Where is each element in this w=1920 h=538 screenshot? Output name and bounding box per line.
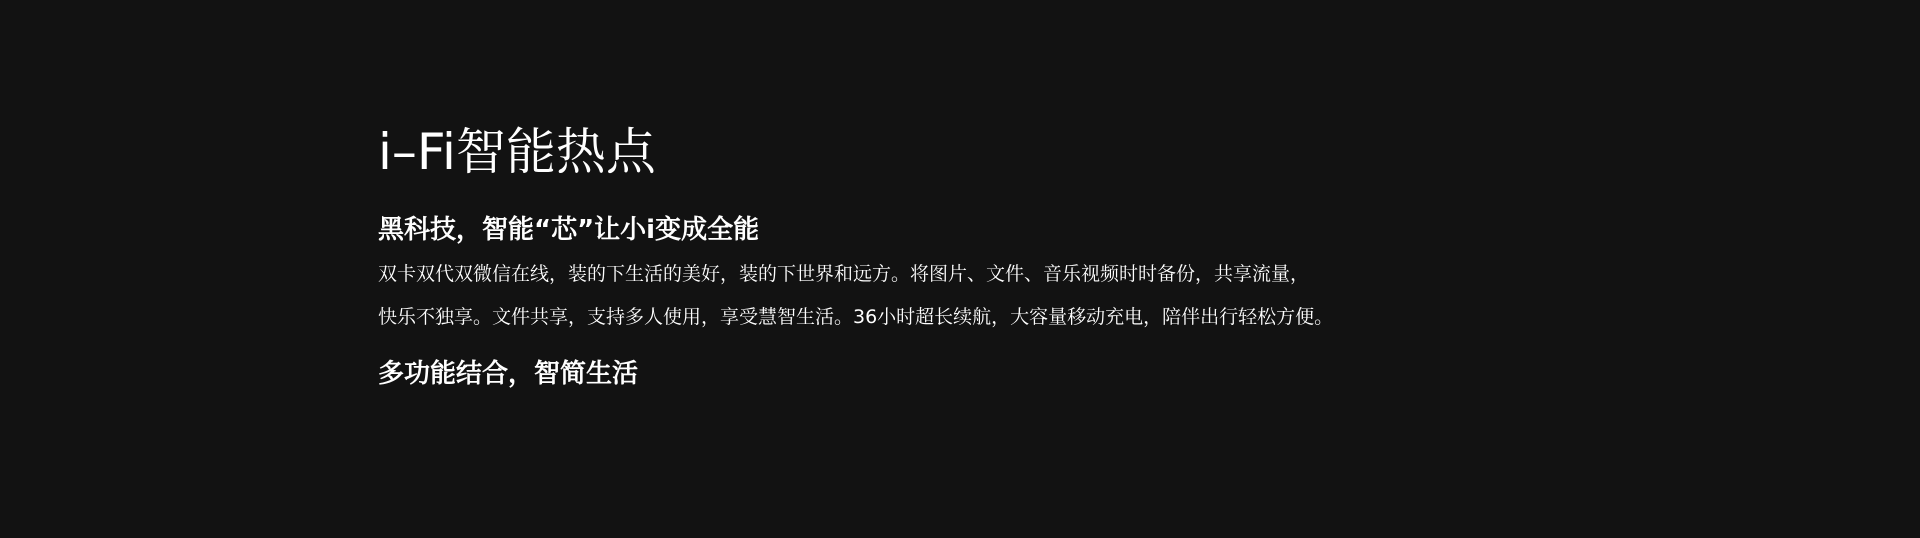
feature-tagline: 多功能结合，智简生活	[378, 359, 639, 389]
page-title: i–Fi智能热点	[378, 122, 656, 181]
description-line-1: 双卡双代双微信在线，装的下生活的美好，装的下世界和远方。将图片、文件、音乐视频时时备份，共享流量，	[378, 263, 1310, 285]
feature-subtitle: 黑科技，智能“芯”让小i变成全能	[378, 214, 760, 245]
description-line-2: 快乐不独享。文件共享，支持多人使用，享受慧智生活。36小时超长续航，大容量移动充电，陪伴出行轻松方便。	[378, 306, 1334, 328]
